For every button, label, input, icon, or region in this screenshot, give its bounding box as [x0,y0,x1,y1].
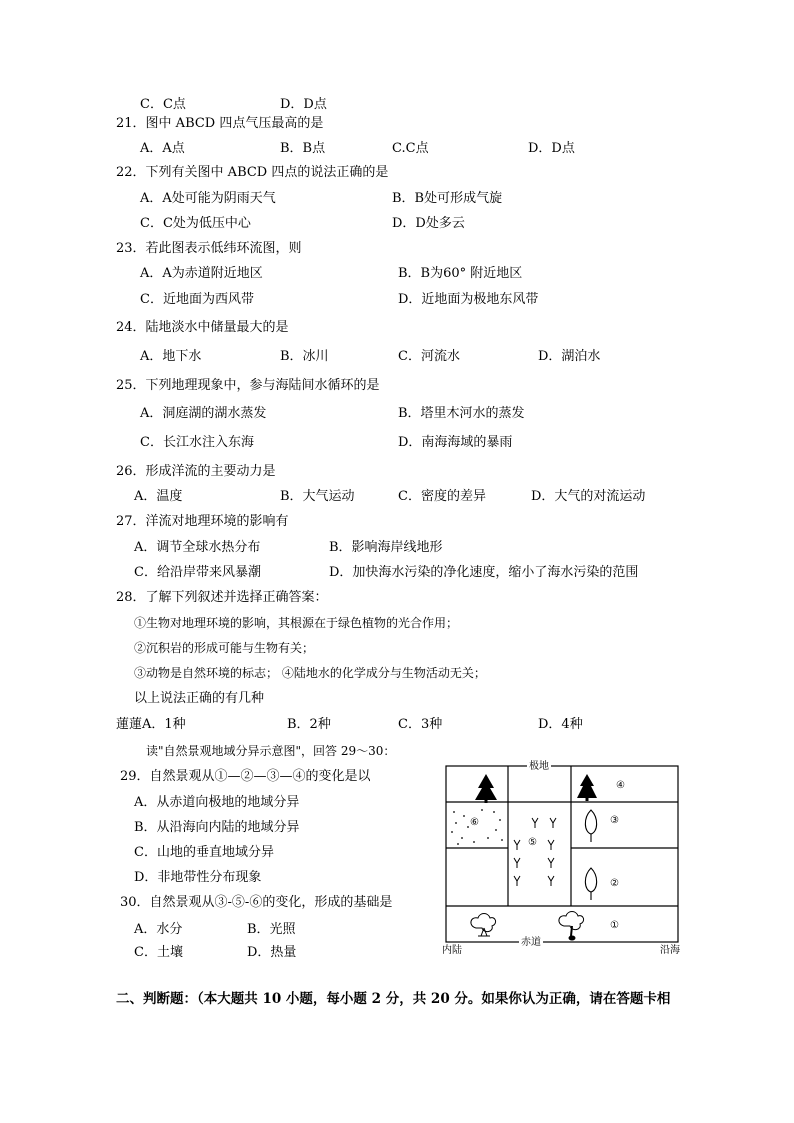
region-label-1: ① [610,920,619,931]
q28-statement-3: ③动物是自然环境的标志； ④陆地水的化学成分与生物活动无关； [134,666,486,680]
q21-stem: 21．图中 ABCD 四点气压最高的是 [116,116,324,131]
q26-option-a: A．温度 [134,489,183,504]
region-label-6: ⑥ [470,817,479,828]
q30-option-d: D．热量 [247,945,297,960]
q22-option-c: C．C处为低压中心 [140,216,251,231]
deciduous-tree-icon [585,868,596,900]
q27-option-a: A．调节全球水热分布 [134,540,261,555]
section-2-heading: 二、判断题：（本大题共 10 小题，每小题 2 分，共 20 分。如果你认为正确，请在答题卡相 [116,991,671,1007]
q23-option-d: D．近地面为极地东风带 [398,292,539,307]
q28-option-c: C．3种 [398,717,443,732]
q26-option-c: C．密度的差异 [398,489,486,504]
q25-option-c: C．长江水注入东海 [140,435,254,450]
region-label-5: ⑤ [528,837,537,848]
label-coastal: 沿海 [660,945,680,956]
q20-option-d: D．D点 [280,97,327,112]
q30-stem: 30．自然景观从③-⑤-⑥的变化，形成的基础是 [120,895,393,910]
region-label-3: ③ [610,815,619,826]
conifer-tree-icon [475,774,497,803]
q26-stem: 26．形成洋流的主要动力是 [116,464,276,479]
label-inland: 内陆 [442,945,462,956]
landscape-grid [438,760,688,960]
label-polar: 极地 [529,761,549,772]
q28-stem: 28．了解下列叙述并选择正确答案： [116,590,328,605]
q29-option-b: B．从沿海向内陆的地域分异 [134,820,300,835]
q25-stem: 25．下列地理现象中，参与海陆间水循环的是 [116,378,380,393]
q23-option-b: B．B为60° 附近地区 [398,266,523,281]
q30-option-c: C．土壤 [134,945,183,960]
q24-option-c: C．河流水 [398,349,460,364]
q27-option-b: B．影响海岸线地形 [329,540,443,555]
q29-option-d: D．非地带性分布现象 [134,870,262,885]
q24-option-a: A．地下水 [140,349,202,364]
q27-option-c: C．给沿岸带来风暴潮 [134,565,261,580]
q28-question: 以上说法正确的有几种 [134,691,265,706]
tropical-shrub-icon [471,914,496,937]
q27-stem: 27．洋流对地理环境的影响有 [116,514,289,529]
q24-option-b: B．冰川 [280,349,329,364]
q28-statement-2: ②沉积岩的形成可能与生物有关； [134,641,315,655]
q26-option-b: B．大气运动 [280,489,355,504]
q24-option-d: D．湖泊水 [538,349,601,364]
q26-option-d: D．大气的对流运动 [531,489,646,504]
label-equator: 赤道 [521,937,541,948]
q29-option-c: C．山地的垂直地域分异 [134,845,274,860]
q22-option-a: A．A处可能为阴雨天气 [140,191,276,206]
region-label-4: ④ [616,780,625,791]
q24-stem: 24．陆地淡水中储量最大的是 [116,320,289,335]
q21-option-a: A．A点 [140,141,185,156]
q28-option-a: 蓮蓮A．1种 [116,717,186,732]
q20-option-c: C．C点 [140,97,186,112]
deciduous-tree-icon [585,810,596,842]
tropical-rainforest-tree-icon [559,912,584,941]
q25-option-d: D．南海海域的暴雨 [398,435,513,450]
conifer-tree-icon [577,774,597,801]
q22-stem: 22．下列有关图中 ABCD 四点的说法正确的是 [116,165,389,180]
q28-statement-1: ①生物对地理环境的影响，其根源在于绿色植物的光合作用； [134,616,459,630]
q30-option-a: A．水分 [134,922,183,937]
q28-option-b: B．2种 [287,717,331,732]
q28-option-d: D．4种 [538,717,583,732]
q25-option-b: B．塔里木河水的蒸发 [398,406,525,421]
q23-option-a: A．A为赤道附近地区 [140,266,263,281]
q23-stem: 23．若此图表示低纬环流图，则 [116,241,302,256]
q29-stem: 29．自然景观从①—②—③—④的变化是以 [120,769,371,784]
q29-option-a: A．从赤道向极地的地域分异 [134,795,300,810]
q22-option-b: B．B处可形成气旋 [392,191,503,206]
q21-option-d: D．D点 [528,141,575,156]
q30-option-b: B．光照 [247,922,296,937]
q27-option-d: D．加快海水污染的净化速度，缩小了海水污染的范围 [329,565,639,580]
q23-option-c: C．近地面为西风带 [140,292,254,307]
grassland-icon [514,818,556,886]
diagram-intro: 读"自然景观地域分异示意图"，回答 29～30： [146,744,396,758]
q22-option-d: D．D处多云 [392,216,465,231]
region-label-2: ② [610,878,619,889]
q21-option-b: B．B点 [280,141,326,156]
q21-option-c: C.C点 [392,141,429,156]
natural-landscape-diagram [438,760,688,960]
q25-option-a: A．洞庭湖的湖水蒸发 [140,406,267,421]
